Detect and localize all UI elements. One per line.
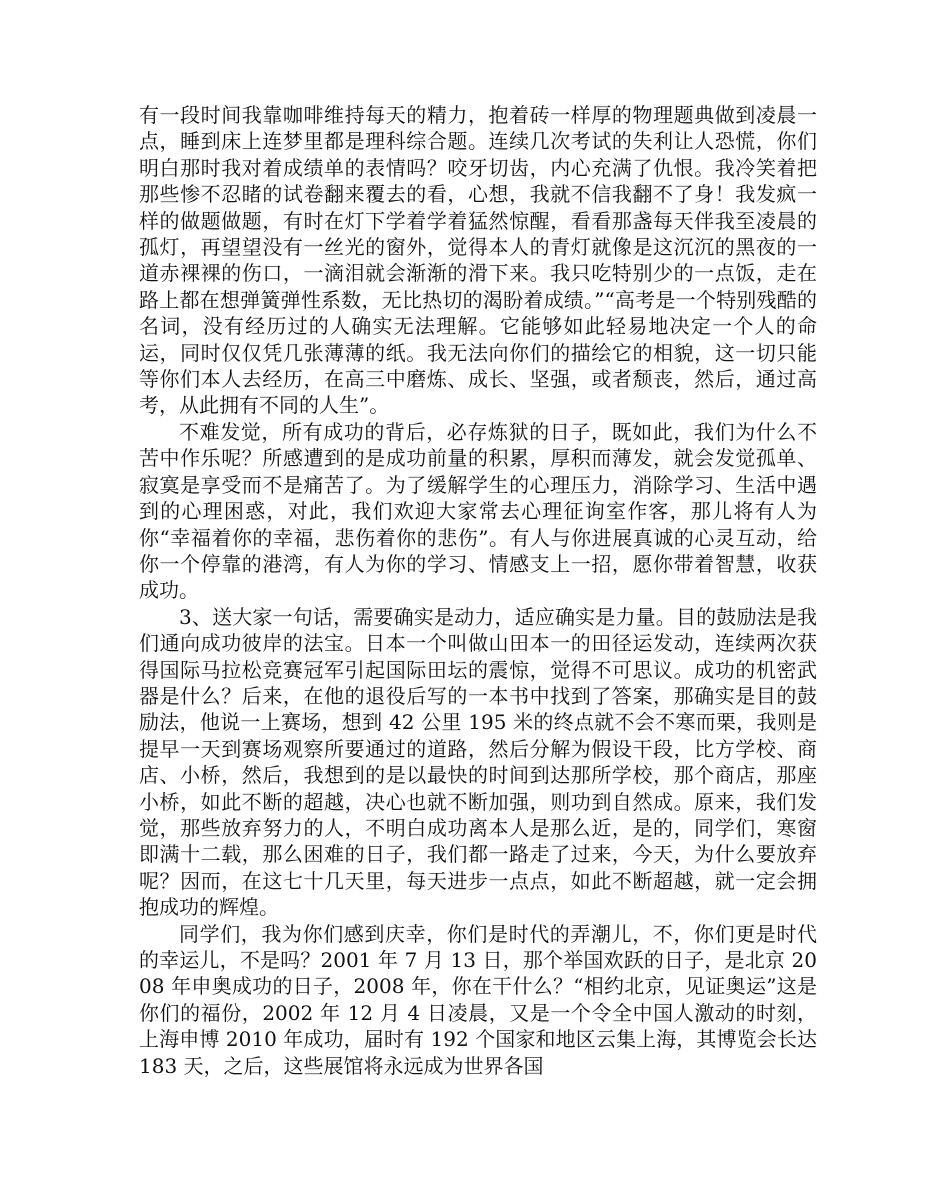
paragraph-1: 有一段时间我靠咖啡维持每天的精力，抱着砖一样厚的物理题典做到凌晨一点，睡到床上连梦里都是理科综合题。连续几次考试的失利让人恐慌，你们明白那时我对着成绩单的表情吗？咬牙切齿，内心充满了仇恨。我冷笑着把那些惨不忍睹的试卷翻来覆去的看，心想，我就不信我翻不了身！我发疯一样的做题做题，有时在灯下学着学着猛然惊醒，看看那盏每天伴我至凌晨的孤灯，再望望没有一丝光的窗外，觉得本人的青灯就像是这沉沉的黑夜的一道赤裸裸的伤口，一滴泪就会渐渐的滑下来。我只吃特别少的一点饭，走在路上都在想弹簧弹性系数，无比热切的渴盼着成绩。”“高考是一个特别残酷的名词，没有经历过的人确实无法理解。它能够如此轻易地决定一个人的命运，同时仅仅凭几张薄薄的纸。我无法向你们的描绘它的相貌，这一切只能等你们本人去经历，在高三中磨炼、成长、坚强，或者颓丧，然后，通过高考，从此拥有不同的人生”。 bbox=[139, 103, 817, 418]
document-body bbox=[139, 102, 817, 1079]
paragraph-4: 同学们，我为你们感到庆幸，你们是时代的弄潮儿，不，你们更是时代的幸运儿，不是吗？2001 年 7 月 13 日，那个举国欢跃的日子，是北京 2008 年申奥成功的日子，2008 年，你在干什么？“相约北京，见证奥运”这是你们的福份，2002 年 12 月 4 日凌晨，又是一个令全中国人激动的时刻，上海申博 2010 年成功，届时有 192 个国家和地区云集上海，其博览会长达 183 天，之后，这些展馆将永远成为世界各国 bbox=[139, 921, 817, 1078]
paragraph-3: 3、送大家一句话，需要确实是动力，适应确实是力量。目的鼓励法是我们通向成功彼岸的法宝。日本一个叫做山田本一的田径运发动，连续两次获得国际马拉松竞赛冠军引起国际田坛的震惊，觉得不可思议。成功的机密武器是什么？后来，在他的退役后写的一本书中找到了答案，那确实是目的鼓励法，他说一上赛场，想到 42 公里 195 米的终点就不会不寒而栗，我则是提早一天到赛场观察所要通过的道路，然后分解为假设干段，比方学校、商店、小桥，然后，我想到的是以最快的时间到达那所学校，那个商店，那座小桥，如此不断的超越，决心也就不断加强，则功到自然成。原来，我们发觉，那些放弃努力的人，不明白成功离本人是那么近，是的，同学们，寒窗即满十二载，那么困难的日子，我们都一路走了过来，今天，为什么要放弃呢？因而，在这七十几天里，每天进步一点点，如此不断超越，就一定会拥抱成功的辉煌。 bbox=[139, 604, 817, 920]
paragraph-2: 不难发觉，所有成功的背后，必存炼狱的日子，既如此，我们为什么不苦中作乐呢？所感遭到的是成功前量的积累，厚积而薄发，就会发觉孤单、寂寞是享受而不是痛苦了。为了缓解学生的心理压力，消除学习、生活中遇到的心理困惑，对此，我们欢迎大家常去心理征询室作客，那儿将有人为你“幸福着你的幸福，悲伤着你的悲伤”。有人与你进展真诚的心灵互动，给你一个停靠的港湾，有人为你的学习、情感支上一招，愿你带着智慧，收获成功。 bbox=[139, 419, 817, 603]
